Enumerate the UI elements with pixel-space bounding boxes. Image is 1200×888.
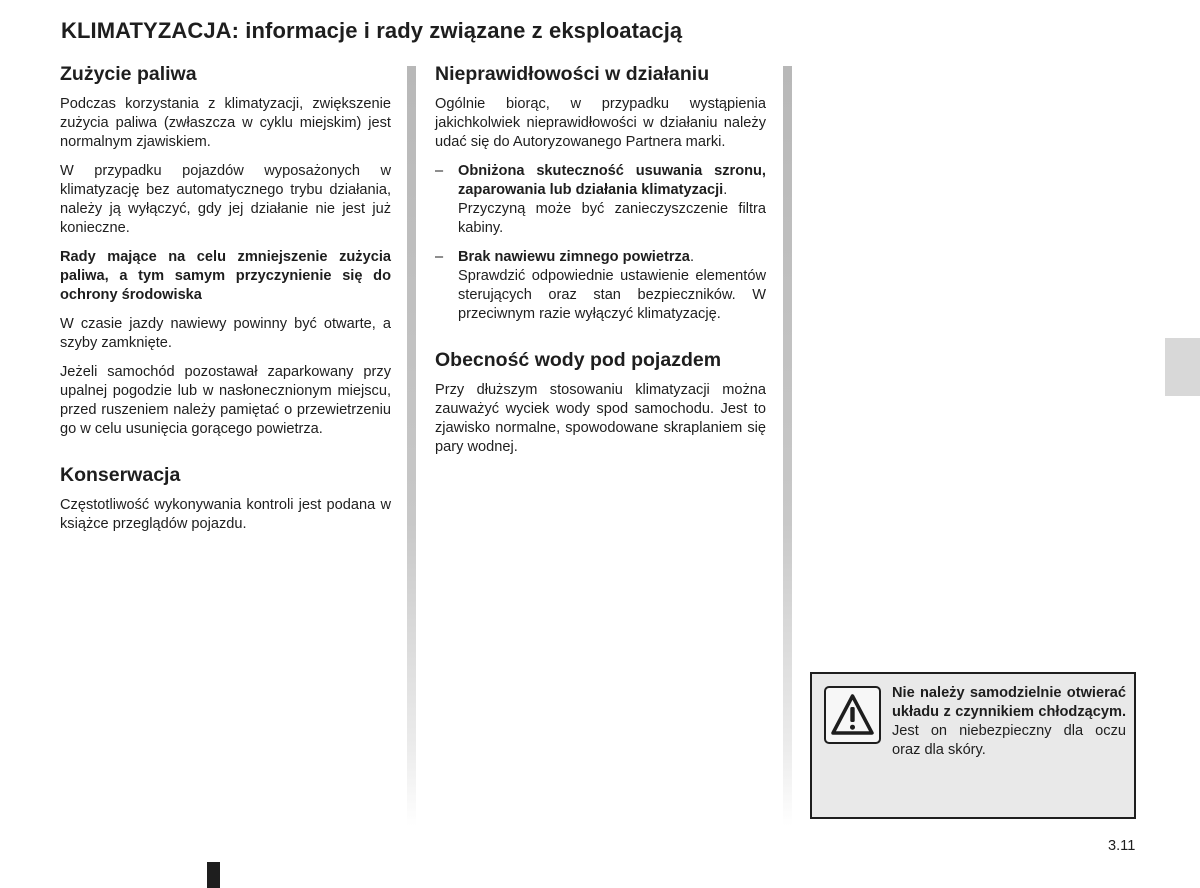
dash-marker: – xyxy=(435,249,444,265)
fuel-paragraph-5: Jeżeli samochód pozostawał zaparkowany przy upalnej pogodzie lub w nasłonecznionym miejscu, przed ruszeniem należy pamiętać o przewietrzeniu go w celu usunięcia gorącego powietrza. xyxy=(60,364,391,437)
maintenance-heading: Konserwacja xyxy=(60,464,181,486)
malfunctions-intro: Ogólnie biorąc, w przypadku wystąpienia jakichkolwiek nieprawidłowości w działaniu należy udać się do Autoryzowanego Partnera marki. xyxy=(435,96,766,150)
fuel-paragraph-4: W czasie jazdy nawiewy powinny być otwarte, a szyby zamknięte. xyxy=(60,316,391,351)
malfunction-item-defrost xyxy=(435,162,766,238)
water-paragraph: Przy dłuższym stosowaniu klimatyzacji można zauważyć wyciek wody spod samochodu. Jest to zjawisko normalne, spowodowane skraplaniem się pary wodnej. xyxy=(435,382,766,455)
malfunction-item-no-cold-air xyxy=(435,248,766,324)
page-number: 3.11 xyxy=(1108,838,1136,854)
fuel-paragraph-1: Podczas korzystania z klimatyzacji, zwiększenie zużycia paliwa (zwłaszcza w cyklu miejskim) jest normalnym zjawiskiem. xyxy=(60,96,391,150)
malfunction-text: Przyczyną może być zanieczyszczenie filtra kabiny. xyxy=(458,201,766,236)
water-heading: Obecność wody pod pojazdem xyxy=(435,349,722,371)
chapter-tab xyxy=(1165,338,1200,396)
page-title: KLIMATYZACJA: informacje i rady związane z eksploatacją xyxy=(61,18,683,43)
warning-box xyxy=(810,672,1136,819)
malfunction-title-period: . xyxy=(723,182,728,198)
malfunction-text: Sprawdzić odpowiednie ustawienie elementów sterujących oraz stan bezpieczników. W przeciwnym razie wyłączyć klimatyzację. xyxy=(458,268,766,322)
malfunction-title: Brak nawiewu zimnego powietrza xyxy=(458,249,690,265)
warning-text xyxy=(825,684,1126,760)
dash-marker: – xyxy=(435,163,444,179)
warning-plain-text: Jest on niebezpieczny dla oczu oraz dla skóry. xyxy=(892,723,1126,758)
fuel-tips-heading: Rady mające na celu zmniejszenie zużycia paliwa, a tym samym przyczynienie się do ochrony środowiska xyxy=(60,249,391,303)
print-mark xyxy=(207,862,220,888)
fuel-paragraph-2: W przypadku pojazdów wyposażonych w klimatyzację bez automatycznego trybu działania, należy ją wyłączyć, gdy jej działanie nie jest już konieczne. xyxy=(60,163,391,236)
column-divider-right xyxy=(783,66,792,826)
maintenance-paragraph: Częstotliwość wykonywania kontroli jest podana w książce przeglądów pojazdu. xyxy=(60,497,391,532)
warning-bold-text: Nie należy samodzielnie otwierać układu z czynnikiem chłodzącym. xyxy=(892,685,1126,720)
malfunction-title: Obniżona skuteczność usuwania szronu, zaparowania lub działania klimatyzacji xyxy=(458,163,766,198)
right-column xyxy=(435,62,766,467)
malfunction-title-period: . xyxy=(689,249,694,265)
column-divider-left xyxy=(407,66,416,826)
fuel-heading: Zużycie paliwa xyxy=(60,63,197,85)
left-column xyxy=(60,62,391,544)
malfunctions-heading: Nieprawidłowości w działaniu xyxy=(435,63,710,85)
